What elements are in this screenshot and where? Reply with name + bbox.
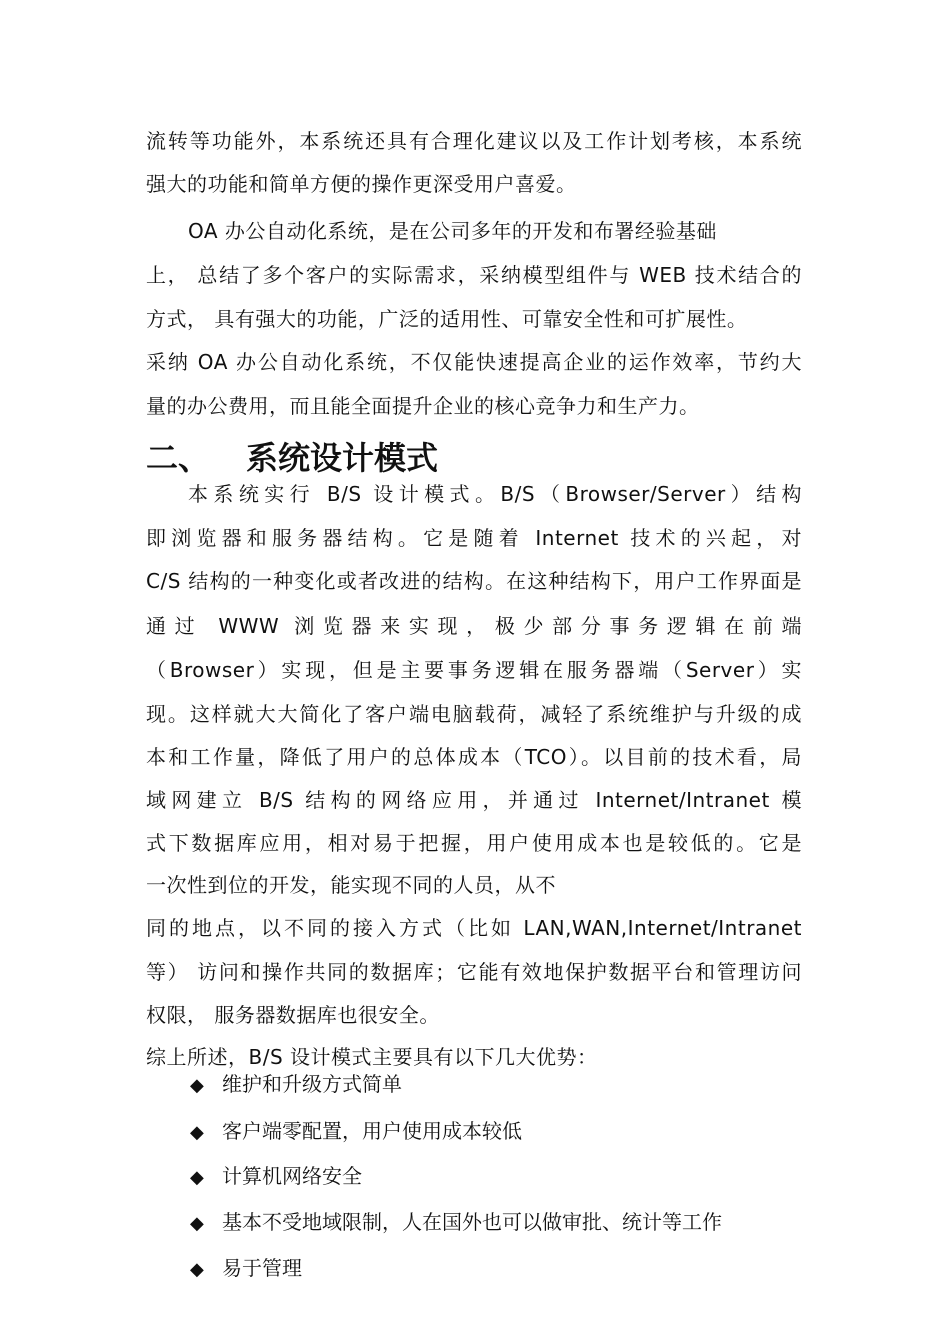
advantage-text: 维护和升级方式简单 [222,1072,402,1096]
paragraph-3-line-9: 式下数据库应用，相对易于把握，用户使用成本也是较低的。它是 [146,831,802,855]
paragraph-3-line-6: 现。这样就大大简化了客户端电脑载荷，减轻了系统维护与升级的成 [146,702,802,726]
paragraph-2-line-3: 方式， 具有强大的功能，广泛的适用性、可靠安全性和可扩展性。 [146,307,748,331]
paragraph-1-line-1: 流转等功能外，本系统还具有合理化建议以及工作计划考核，本系统 [146,129,802,153]
advantage-item-2 [190,1117,522,1147]
paragraph-4-line-3: 权限， 服务器数据库也很安全。 [146,1003,440,1027]
paragraph-3-line-4: 通过 WWW 浏览器来实现，极少部分事务逻辑在前端 [146,614,802,638]
paragraph-3-line-7: 本和工作量，降低了用户的总体成本（TCO）。以目前的技术看，局 [146,745,802,769]
diamond-bullet-icon: ◆ [190,1213,204,1234]
section-heading [146,438,438,478]
paragraph-2-line-5: 量的办公费用，而且能全面提升企业的核心竞争力和生产力。 [146,394,700,418]
paragraph-3-line-10: 一次性到位的开发，能实现不同的人员，从不 [146,873,556,897]
diamond-bullet-icon: ◆ [190,1122,204,1143]
advantage-text: 客户端零配置，用户使用成本较低 [222,1119,522,1143]
paragraph-2-line-1: OA 办公自动化系统，是在公司多年的开发和布署经验基础 [188,219,717,243]
advantage-text: 基本不受地域限制，人在国外也可以做审批、统计等工作 [222,1210,722,1234]
section-title: 系统设计模式 [246,439,439,477]
paragraph-3-line-2: 即浏览器和服务器结构。它是随着 Internet 技术的兴起，对 [146,526,802,550]
paragraph-3-line-3: C/S 结构的一种变化或者改进的结构。在这种结构下，用户工作界面是 [146,569,802,593]
diamond-bullet-icon: ◆ [190,1075,204,1096]
paragraph-2-line-4: 采纳 OA 办公自动化系统，不仅能快速提高企业的运作效率，节约大 [146,350,802,374]
advantage-text: 易于管理 [222,1256,302,1280]
paragraph-3-line-5: （Browser）实现，但是主要事务逻辑在服务器端（Server）实 [146,658,802,682]
paragraph-3-line-8: 域网建立 B/S 结构的网络应用，并通过 Internet/Intranet 模 [146,788,802,812]
paragraph-4-line-1: 同的地点，以不同的接入方式（比如 LAN,WAN,Internet/Intranet [146,916,802,940]
advantage-item-5 [190,1254,302,1284]
advantage-item-4 [190,1208,722,1238]
diamond-bullet-icon: ◆ [190,1259,204,1280]
diamond-bullet-icon: ◆ [190,1167,204,1188]
advantage-text: 计算机网络安全 [222,1164,362,1188]
summary-line: 综上所述，B/S 设计模式主要具有以下几大优势： [146,1045,598,1069]
advantage-item-3 [190,1162,362,1192]
paragraph-1-line-2: 强大的功能和简单方便的操作更深受用户喜爱。 [146,172,577,196]
paragraph-3-line-1: 本系统实行 B/S 设计模式。B/S（Browser/Server）结构 [188,482,802,506]
advantage-item-1 [190,1070,402,1100]
section-number: 二、 [146,439,211,477]
paragraph-4-line-2: 等） 访问和操作共同的数据库；它能有效地保护数据平台和管理访问 [146,960,802,984]
paragraph-2-line-2: 上， 总结了多个客户的实际需求，采纳模型组件与 WEB 技术结合的 [146,263,802,287]
